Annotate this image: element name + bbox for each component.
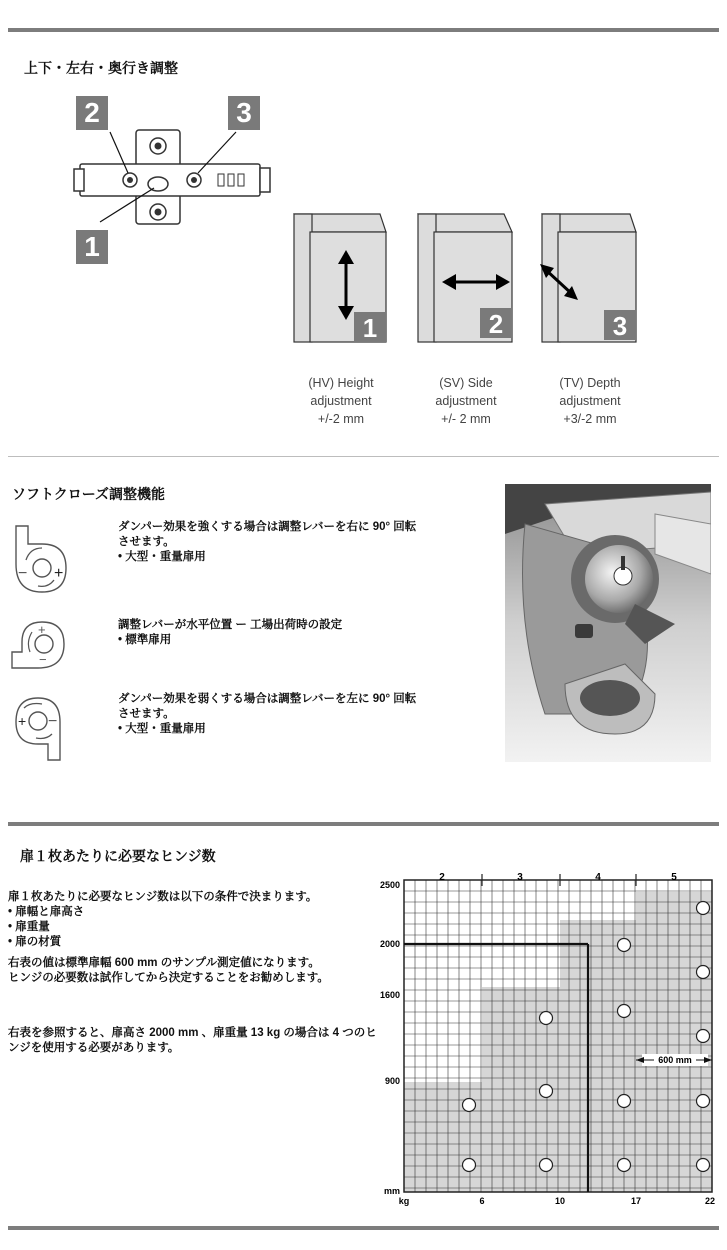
hinge-marker [618, 1159, 631, 1172]
hinge-marker [618, 939, 631, 952]
side-caption: (SV) Side adjustment +/- 2 mm [435, 376, 497, 426]
hinge-marker [697, 902, 710, 915]
hinge-marker [540, 1012, 553, 1025]
x-tick-10: 10 [554, 1196, 566, 1206]
svg-text:+: + [38, 622, 46, 637]
soft-close-title: ソフトクローズ調整機能 [12, 486, 166, 502]
y-tick-900: 900 [384, 1076, 400, 1086]
hinge-marker [618, 1095, 631, 1108]
hinge-marker [697, 1159, 710, 1172]
svg-text:+: + [18, 713, 27, 729]
hinge-marker [618, 1005, 631, 1018]
badge-3: 3 [228, 96, 260, 130]
x-tick-22: 22 [704, 1196, 716, 1206]
hinge-count-4: 4 [595, 872, 601, 883]
depth-panel [538, 210, 640, 345]
top-divider [8, 28, 719, 32]
soft-close-item-2: 調整レバーが水平位置 ー 工場出荷時の設定 • 標準扉用 [118, 619, 343, 646]
svg-text:−: − [18, 565, 28, 582]
lever-strong-icon [8, 520, 78, 598]
y-tick-2000: 2000 [379, 939, 400, 949]
side-panel [414, 210, 516, 345]
hinge-count-title: 扉１枚あたりに必要なヒンジ数 [20, 848, 216, 864]
x-tick-17: 17 [630, 1196, 642, 1206]
panel-3-number: 3 [612, 311, 628, 341]
hinge-chart [372, 872, 718, 1212]
hinge-diagram [70, 124, 280, 234]
hinge-marker [697, 1030, 710, 1043]
height-caption: (HV) Height adjustment +/-2 mm [308, 376, 374, 426]
svg-text:−: − [48, 713, 58, 730]
hinge-marker [463, 1159, 476, 1172]
lever-weak-icon [8, 688, 78, 766]
y-tick-2500: 2500 [379, 880, 400, 890]
hinge-marker [540, 1085, 553, 1098]
hinge-photo [505, 484, 711, 762]
x-tick-6: 6 [479, 1196, 485, 1206]
hinge-marker [697, 1095, 710, 1108]
depth-caption: (TV) Depth adjustment +3/-2 mm [559, 376, 621, 426]
x-unit-kg: kg [398, 1196, 410, 1206]
width-annotation: 600 mm [658, 1055, 692, 1065]
soft-close-item-1: ダンパー効果を強くする場合は調整レバーを右に 90° 回転 させます。 • 大型・重量扉用 [118, 521, 417, 563]
y-tick-1600: 1600 [379, 990, 400, 1000]
bottom-divider [8, 1226, 719, 1230]
panel-1-number: 1 [362, 313, 378, 343]
hinge-conditions: 扉１枚あたりに必要なヒンジ数は以下の条件で決まります。 • 扉幅と扉高さ • 扉重量 • 扉の材質 [8, 891, 318, 948]
badge-2: 2 [76, 96, 108, 130]
soft-close-item-3: ダンパー効果を弱くする場合は調整レバーを左に 90° 回転 させます。 • 大型・重量扉用 [118, 693, 417, 735]
hinge-count-2: 2 [439, 872, 445, 883]
hinge-marker [463, 1099, 476, 1112]
svg-text:−: − [39, 652, 47, 667]
section-divider-2 [8, 822, 719, 826]
y-unit-mm: mm [383, 1186, 400, 1196]
adjustment-title: 上下・左右・奥行き調整 [24, 60, 178, 76]
hinge-marker [540, 1159, 553, 1172]
hinge-example: 右表を参照すると、扉高さ 2000 mm 、扉重量 13 kg の場合は 4 つのヒ ンジを使用する必要があります。 [8, 1027, 377, 1054]
svg-text:+: + [54, 565, 64, 582]
hinge-note: 右表の値は標準扉幅 600 mm のサンプル測定値になります。 ヒンジの必要数は試作してから決定することをお勧めします。 [8, 957, 329, 984]
badge-1: 1 [76, 230, 108, 264]
panel-2-number: 2 [488, 309, 504, 339]
height-panel [290, 210, 390, 345]
lever-standard-icon [8, 612, 78, 674]
hinge-marker [697, 966, 710, 979]
hinge-count-5: 5 [671, 872, 677, 883]
section-divider-1 [8, 456, 719, 457]
hinge-count-3: 3 [517, 872, 523, 883]
